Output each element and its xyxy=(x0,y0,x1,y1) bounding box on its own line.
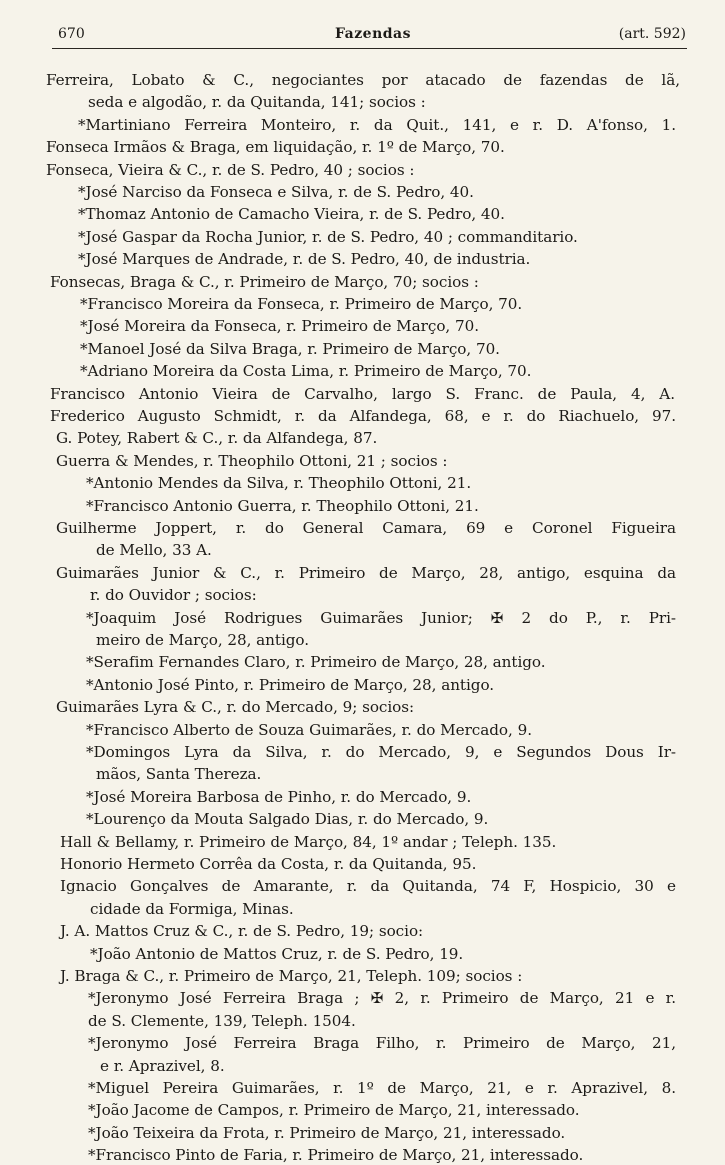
entry-partner-line: *José Moreira da Fonseca, r. Primeiro de Março, 70. xyxy=(80,317,479,335)
header-rule xyxy=(52,48,687,49)
entry-partner-line: *Miguel Pereira Guimarães, r. 1º de Março, 21, e r. Aprazivel, 8. xyxy=(88,1079,676,1097)
entry-firm-line: Honorio Hermeto Corrêa da Costa, r. da Quitanda, 95. xyxy=(60,855,477,873)
entry-firm-line: Fonsecas, Braga & C., r. Primeiro de Março, 70; socios : xyxy=(50,273,479,291)
article-reference: (art. 592) xyxy=(618,26,686,42)
entry-partner-line: *José Marques de Andrade, r. de S. Pedro, 40, de industria. xyxy=(78,250,531,268)
entry-partner-line: *João Jacome de Campos, r. Primeiro de Março, 21, interessado. xyxy=(88,1101,580,1119)
entry-partner-line: *José Gaspar da Rocha Junior, r. de S. Pedro, 40 ; commanditario. xyxy=(78,228,578,246)
entry-partner-line: *Francisco Antonio Guerra, r. Theophilo Ottoni, 21. xyxy=(86,497,479,515)
entry-partner-line: *João Antonio de Mattos Cruz, r. de S. Pedro, 19. xyxy=(90,945,464,963)
entry-partner-line: *Jeronymo José Ferreira Braga Filho, r. Primeiro de Março, 21, xyxy=(88,1034,676,1052)
page-title: Fazendas xyxy=(334,26,412,42)
entry-firm-line: Francisco Antonio Vieira de Carvalho, largo S. Franc. de Paula, 4, A. xyxy=(50,385,675,403)
entry-firm-line: Guimarães Lyra & C., r. do Mercado, 9; socios: xyxy=(56,698,415,716)
entry-partner-line: *José Narciso da Fonseca e Silva, r. de S. Pedro, 40. xyxy=(78,183,474,201)
entry-partner-line: *Adriano Moreira da Costa Lima, r. Primeiro de Março, 70. xyxy=(80,362,532,380)
entry-partner-line: *Serafim Fernandes Claro, r. Primeiro de Março, 28, antigo. xyxy=(86,653,546,671)
entry-partner-line: *Francisco Pinto de Faria, r. Primeiro de Março, 21, interessado. xyxy=(88,1146,584,1164)
page-header xyxy=(58,26,686,48)
entry-firm-line: Ferreira, Lobato & C., negociantes por atacado de fazendas de lã, xyxy=(46,71,680,89)
entry-continuation-line: mãos, Santa Thereza. xyxy=(96,765,262,783)
entry-firm-line: Fonseca Irmãos & Braga, em liquidação, r. 1º de Março, 70. xyxy=(46,138,505,156)
entry-partner-line: *Domingos Lyra da Silva, r. do Mercado, 9, e Segundos Dous Ir- xyxy=(86,743,676,761)
entry-continuation-line: meiro de Março, 28, antigo. xyxy=(96,631,310,649)
entry-partner-line: *Thomaz Antonio de Camacho Vieira, r. de S. Pedro, 40. xyxy=(78,205,505,223)
entry-partner-line: *Antonio José Pinto, r. Primeiro de Março, 28, antigo. xyxy=(86,676,495,694)
entry-firm-line: J. Braga & C., r. Primeiro de Março, 21, Teleph. 109; socios : xyxy=(60,967,523,985)
entry-firm-line: Frederico Augusto Schmidt, r. da Alfandega, 68, e r. do Riachuelo, 97. xyxy=(50,407,676,425)
entry-firm-line: J. A. Mattos Cruz & C., r. de S. Pedro, 19; socio: xyxy=(60,922,424,940)
entry-continuation-line: e r. Aprazivel, 8. xyxy=(100,1057,225,1075)
entry-continuation-line: de S. Clemente, 139, Teleph. 1504. xyxy=(88,1012,356,1030)
entry-partner-line: *Joaquim José Rodrigues Guimarães Junior; ✠ 2 do P., r. Pri- xyxy=(86,609,676,627)
entry-firm-line: Guilherme Joppert, r. do General Camara, 69 e Coronel Figueira xyxy=(56,519,676,537)
entry-partner-line: *Martiniano Ferreira Monteiro, r. da Quit., 141, e r. D. A'fonso, 1. xyxy=(78,116,676,134)
entry-partner-line: *Manoel José da Silva Braga, r. Primeiro de Março, 70. xyxy=(80,340,500,358)
entry-partner-line: *Francisco Alberto de Souza Guimarães, r. do Mercado, 9. xyxy=(86,721,532,739)
entry-firm-line: Guimarães Junior & C., r. Primeiro de Março, 28, antigo, esquina da xyxy=(56,564,676,582)
entry-partner-line: *Francisco Moreira da Fonseca, r. Primeiro de Março, 70. xyxy=(80,295,523,313)
entry-partner-line: *João Teixeira da Frota, r. Primeiro de Março, 21, interessado. xyxy=(88,1124,566,1142)
entry-continuation-line: cidade da Formiga, Minas. xyxy=(90,900,294,918)
entry-continuation-line: r. do Ouvidor ; socios: xyxy=(90,586,257,604)
entry-firm-line: Fonseca, Vieira & C., r. de S. Pedro, 40 ; socios : xyxy=(46,161,415,179)
page-number: 670 xyxy=(58,26,85,42)
entry-firm-line: G. Potey, Rabert & C., r. da Alfandega, 87. xyxy=(56,429,378,447)
entry-partner-line: *José Moreira Barbosa de Pinho, r. do Mercado, 9. xyxy=(86,788,472,806)
entry-partner-line: *Antonio Mendes da Silva, r. Theophilo Ottoni, 21. xyxy=(86,474,472,492)
entry-partner-line: *Lourenço da Mouta Salgado Dias, r. do Mercado, 9. xyxy=(86,810,489,828)
entry-firm-line: Ignacio Gonçalves de Amarante, r. da Quitanda, 74 F, Hospicio, 30 e xyxy=(60,877,676,895)
entry-continuation-line: seda e algodão, r. da Quitanda, 141; socios : xyxy=(88,93,426,111)
entry-firm-line: Guerra & Mendes, r. Theophilo Ottoni, 21 ; socios : xyxy=(56,452,448,470)
entry-continuation-line: de Mello, 33 A. xyxy=(96,541,212,559)
entry-firm-line: Hall & Bellamy, r. Primeiro de Março, 84, 1º andar ; Teleph. 135. xyxy=(60,833,557,851)
entry-partner-line: *Jeronymo José Ferreira Braga ; ✠ 2, r. Primeiro de Março, 21 e r. xyxy=(88,989,676,1007)
